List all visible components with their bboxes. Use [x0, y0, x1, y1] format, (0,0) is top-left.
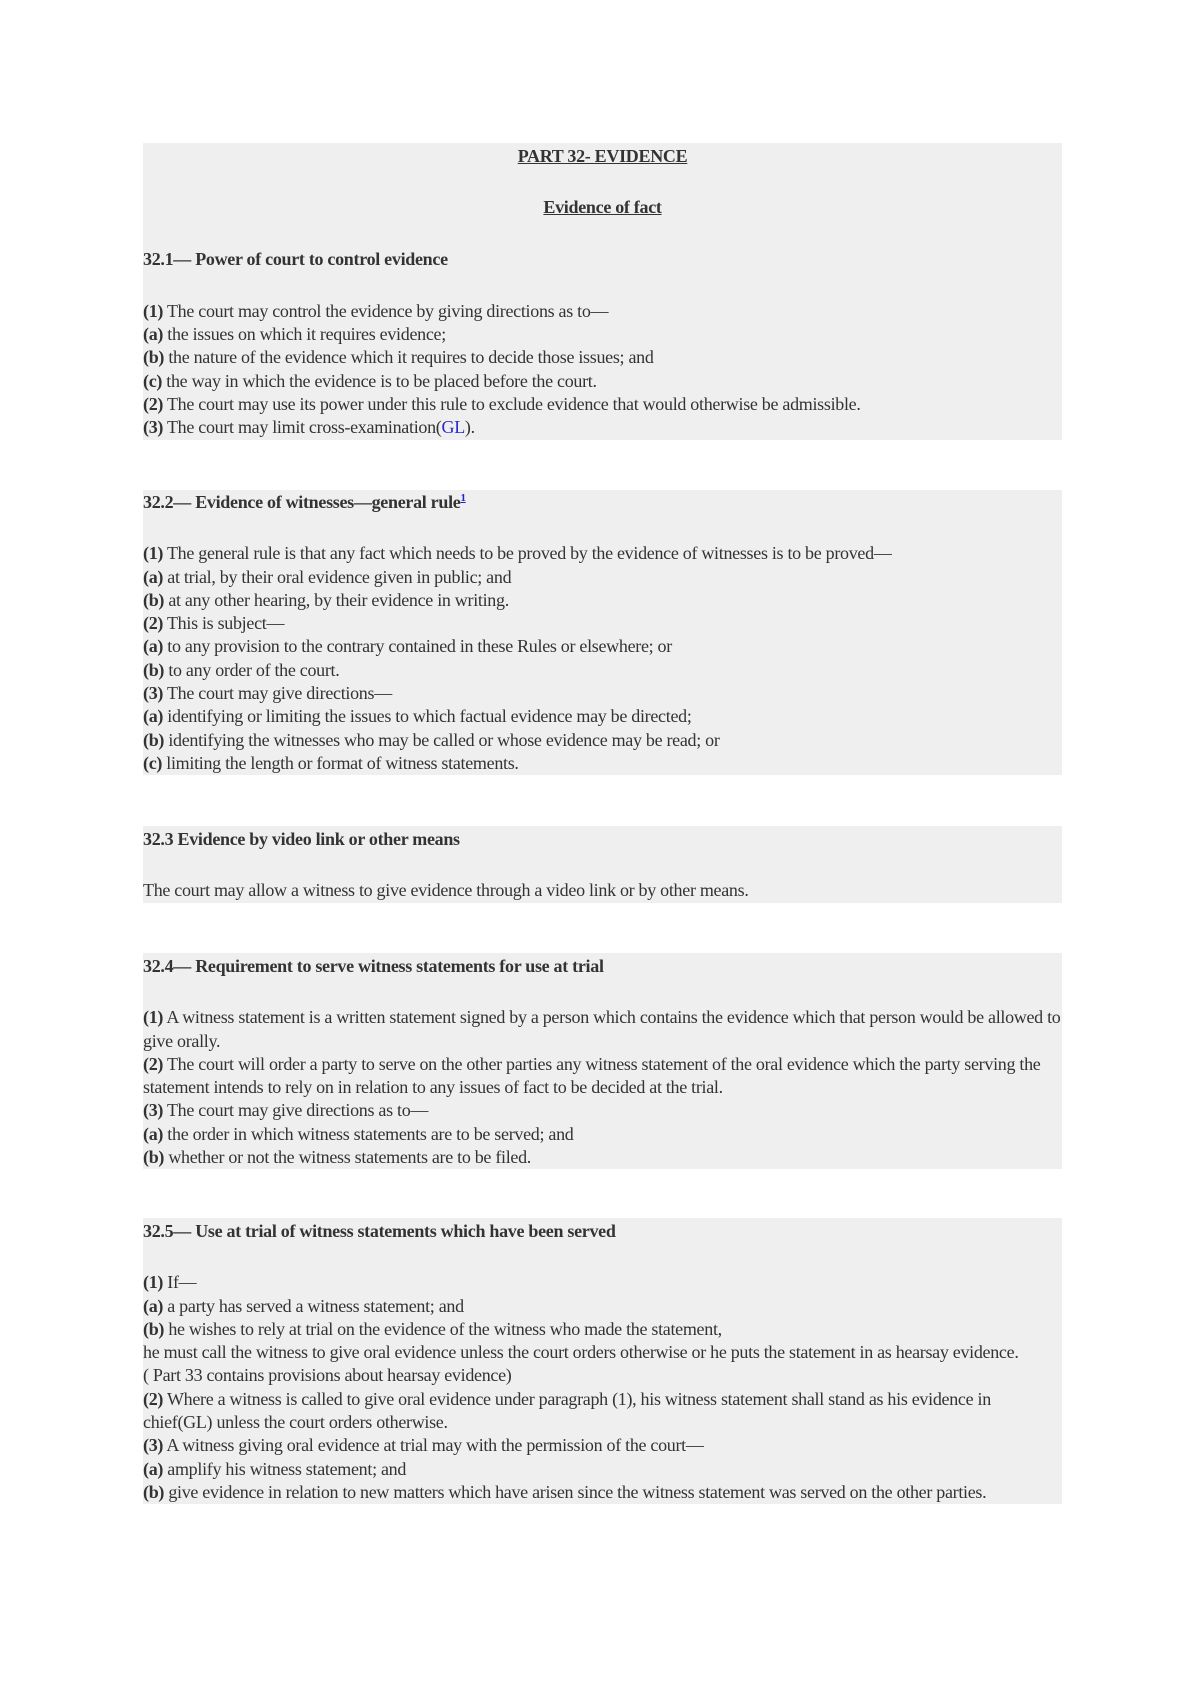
rule-line	[143, 370, 1062, 393]
para-text: he wishes to rely at trial on the evidence of the witness who made the statement,	[168, 1318, 722, 1339]
para-marker: (a)	[143, 1295, 164, 1316]
section-32-5	[143, 1218, 1062, 1504]
rule-line	[143, 1006, 1062, 1053]
para-marker: (3)	[143, 417, 164, 438]
para-text: identifying the witnesses who may be called or whose evidence may be read; or	[168, 729, 720, 750]
rule-line	[143, 635, 1062, 658]
rule-line	[143, 1481, 1062, 1504]
para-marker: (a)	[143, 1458, 164, 1479]
para-marker: (b)	[143, 1318, 165, 1339]
footnote-link[interactable]: 1	[460, 492, 466, 504]
para-marker: (b)	[143, 1147, 165, 1168]
rule-line	[143, 682, 1062, 705]
rule-line	[143, 705, 1062, 728]
para-text: to any provision to the contrary contained in these Rules or elsewhere; or	[167, 636, 672, 657]
rule-line	[143, 659, 1062, 682]
para-marker: (b)	[143, 589, 165, 610]
para-marker: (1)	[143, 543, 164, 564]
rule-line	[143, 729, 1062, 752]
rule-body	[143, 542, 1062, 775]
para-marker: (1)	[143, 1272, 164, 1293]
para-marker: (2)	[143, 394, 164, 415]
rule-text: The court may allow a witness to give evidence through a video link or by other means.	[143, 880, 749, 901]
rule-line	[143, 416, 1062, 439]
para-marker: (b)	[143, 1481, 165, 1502]
para-text: The court may limit cross-examination(	[166, 417, 442, 438]
part-title: PART 32- EVIDENCE	[517, 146, 688, 166]
para-marker: (a)	[143, 324, 164, 345]
rule-line	[143, 300, 1062, 323]
para-marker: (3)	[143, 1100, 164, 1121]
para-text: The court may give directions as to—	[166, 1100, 429, 1121]
para-text: at any other hearing, by their evidence in writing.	[168, 589, 509, 610]
para-marker: (b)	[143, 347, 165, 368]
para-text: at trial, by their oral evidence given in public; and	[167, 566, 512, 587]
rule-body	[143, 1271, 1062, 1504]
rule-heading: 32.4— Requirement to serve witness statements for use at trial	[143, 956, 604, 976]
para-marker: (1)	[143, 1007, 164, 1028]
rule-line	[143, 1295, 1062, 1318]
para-text: he must call the witness to give oral evidence unless the court orders otherwise or he puts the statement in as hearsay evidence.	[143, 1342, 1019, 1363]
rule-line	[143, 1123, 1062, 1146]
para-text-end: ).	[464, 417, 475, 438]
para-marker: (a)	[143, 636, 164, 657]
para-marker: (3)	[143, 683, 164, 704]
para-text: The general rule is that any fact which needs to be proved by the evidence of witnesses is to be proved—	[166, 543, 892, 564]
para-marker: (2)	[143, 1053, 164, 1074]
para-text: A witness giving oral evidence at trial may with the permission of the court—	[166, 1435, 704, 1456]
para-marker: (3)	[143, 1435, 164, 1456]
para-text: ( Part 33 contains provisions about hearsay evidence)	[143, 1365, 512, 1386]
rule-line	[143, 566, 1062, 589]
rule-heading: 32.5— Use at trial of witness statements which have been served	[143, 1221, 616, 1241]
rule-line	[143, 1271, 1062, 1294]
para-marker: (b)	[143, 659, 165, 680]
rule-line	[143, 1146, 1062, 1169]
rule-line	[143, 1364, 1062, 1387]
para-text: A witness statement is a written statement signed by a person which contains the evidence which that person would be allowed to give orally.	[143, 1007, 1061, 1051]
rule-line	[143, 1388, 1062, 1435]
rule-heading: 32.1— Power of court to control evidence	[143, 248, 448, 269]
rule-line	[143, 589, 1062, 612]
para-text: The court may give directions—	[166, 683, 392, 704]
rule-line	[143, 1053, 1062, 1100]
para-text: give evidence in relation to new matters which have arisen since the witness statement was served on the other parties.	[168, 1481, 987, 1502]
para-text: the way in which the evidence is to be placed before the court.	[166, 370, 597, 391]
para-text: limiting the length or format of witness statements.	[166, 752, 519, 773]
para-text: identifying or limiting the issues to which factual evidence may be directed;	[167, 706, 692, 727]
para-text: This is subject—	[166, 613, 285, 634]
para-marker: (c)	[143, 370, 163, 391]
rule-heading: 32.2— Evidence of witnesses—general rule	[143, 492, 461, 512]
para-text: a party has served a witness statement; and	[167, 1295, 464, 1316]
para-marker: (b)	[143, 729, 165, 750]
rule-line	[143, 323, 1062, 346]
rule-line	[143, 542, 1062, 565]
para-text: amplify his witness statement; and	[167, 1458, 407, 1479]
glossary-link[interactable]: GL	[441, 417, 465, 438]
rule-line	[143, 1434, 1062, 1457]
rule-line	[143, 1318, 1062, 1341]
rule-line	[143, 612, 1062, 635]
rule-body	[143, 1006, 1062, 1169]
para-marker: (1)	[143, 300, 164, 321]
section-32-4	[143, 953, 1062, 1169]
rule-line	[143, 1341, 1062, 1364]
para-text: The court may use its power under this rule to exclude evidence that would otherwise be admissible.	[166, 394, 861, 415]
rule-line	[143, 346, 1062, 369]
para-marker: (a)	[143, 566, 164, 587]
para-text: whether or not the witness statements are to be filed.	[168, 1147, 532, 1168]
para-text: If—	[167, 1272, 197, 1293]
section-subtitle: Evidence of fact	[543, 197, 662, 218]
para-text: the nature of the evidence which it requires to decide those issues; and	[168, 347, 654, 368]
section-32-1	[143, 143, 1062, 440]
rule-body	[143, 300, 1062, 440]
para-marker: (a)	[143, 1123, 164, 1144]
rule-line	[143, 752, 1062, 775]
para-text: Where a witness is called to give oral evidence under paragraph (1), his witness statement shall stand as his evidence in chief(GL) unless the court orders otherwise.	[143, 1388, 991, 1433]
rule-line	[143, 1458, 1062, 1481]
rule-line	[143, 1099, 1062, 1122]
para-text: to any order of the court.	[168, 659, 340, 680]
section-32-3	[143, 826, 1062, 903]
para-text: The court may control the evidence by giving directions as to—	[166, 300, 609, 321]
para-marker: (a)	[143, 706, 164, 727]
rule-heading: 32.3 Evidence by video link or other means	[143, 829, 460, 849]
para-text: The court will order a party to serve on the other parties any witness statement of the oral evidence which the party serving the statement intends to rely on in relation to any issues of fact to be decided at the trial.	[143, 1053, 1041, 1098]
para-marker: (2)	[143, 613, 164, 634]
rule-line	[143, 393, 1062, 416]
para-text: the order in which witness statements are to be served; and	[167, 1123, 574, 1144]
para-marker: (2)	[143, 1388, 164, 1409]
para-marker: (c)	[143, 752, 163, 773]
para-text: the issues on which it requires evidence;	[167, 324, 446, 345]
section-32-2	[143, 490, 1062, 775]
